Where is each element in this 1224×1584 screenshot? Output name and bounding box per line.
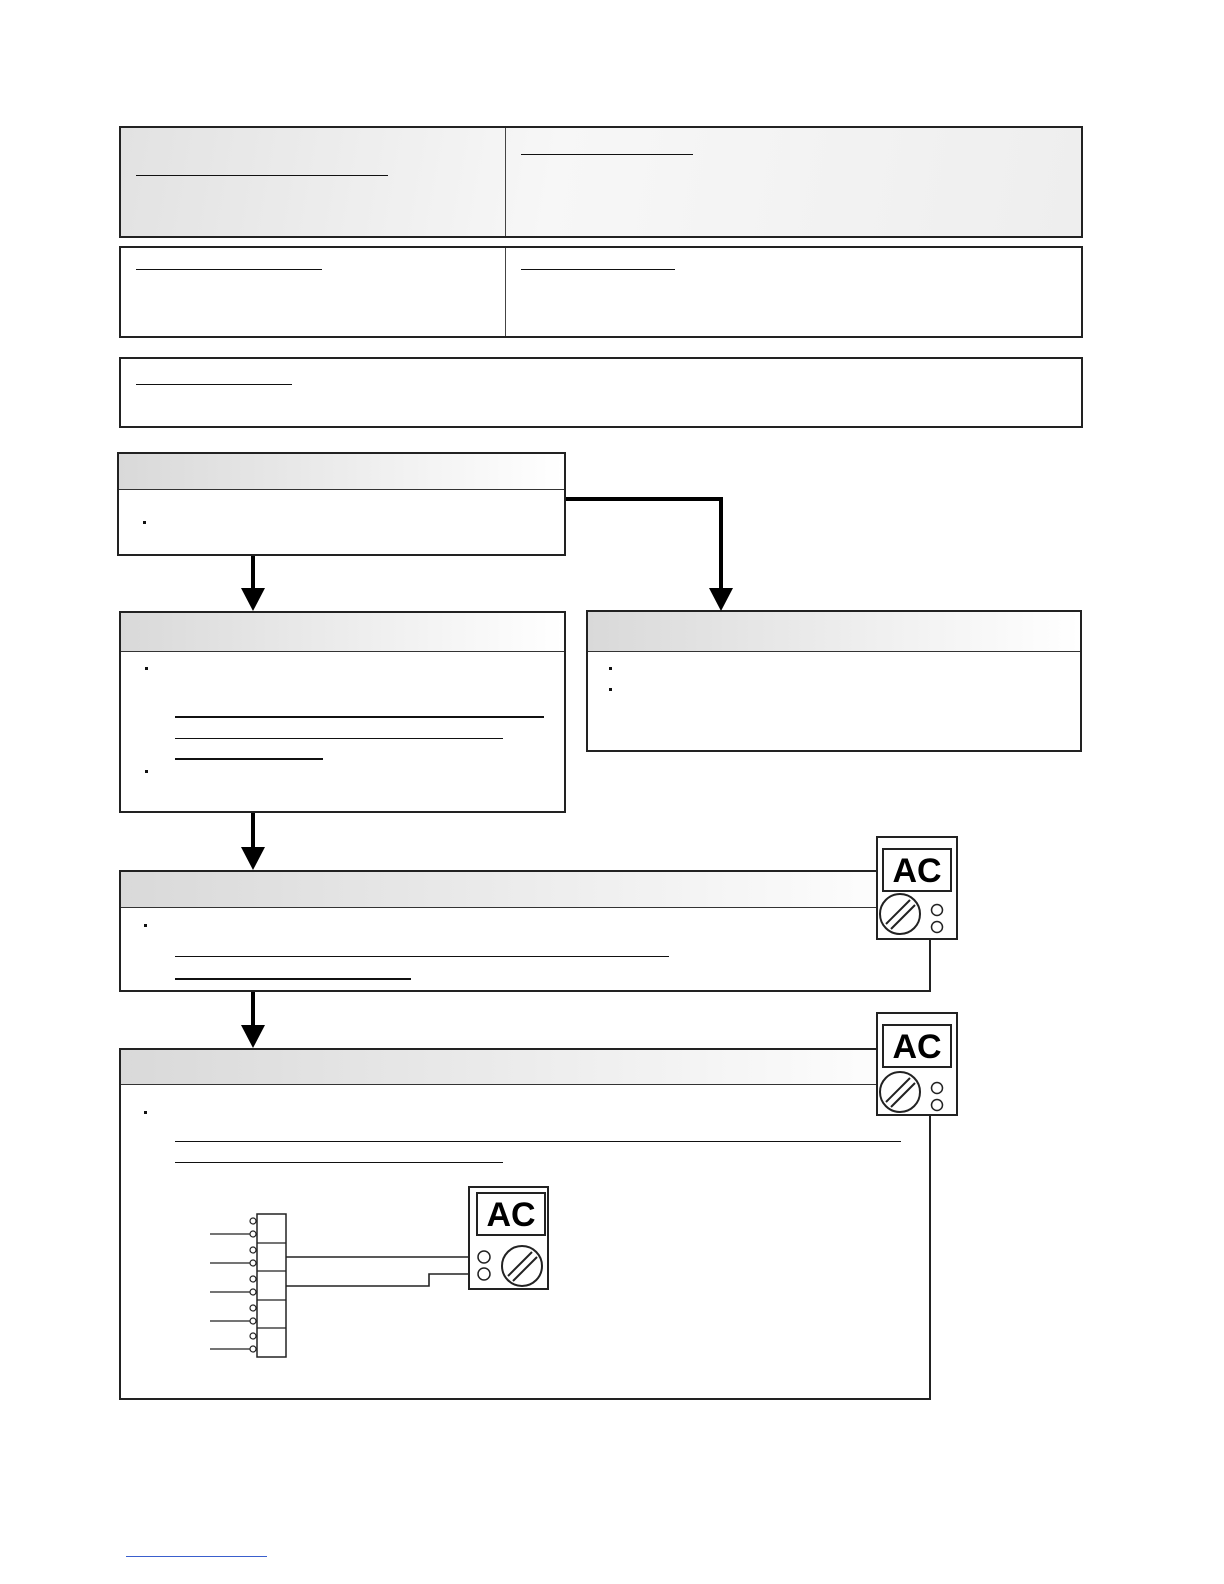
connector-block — [257, 1214, 286, 1357]
probe-wires — [286, 1257, 478, 1286]
meter-display: AC — [476, 1192, 546, 1236]
meter-display: AC — [882, 1024, 952, 1068]
meter-dial-icon — [468, 1186, 549, 1290]
connector-pins — [210, 1218, 256, 1352]
footer-link[interactable] — [126, 1556, 267, 1557]
meter-display: AC — [882, 848, 952, 892]
ac-meter-icon — [468, 1186, 549, 1290]
